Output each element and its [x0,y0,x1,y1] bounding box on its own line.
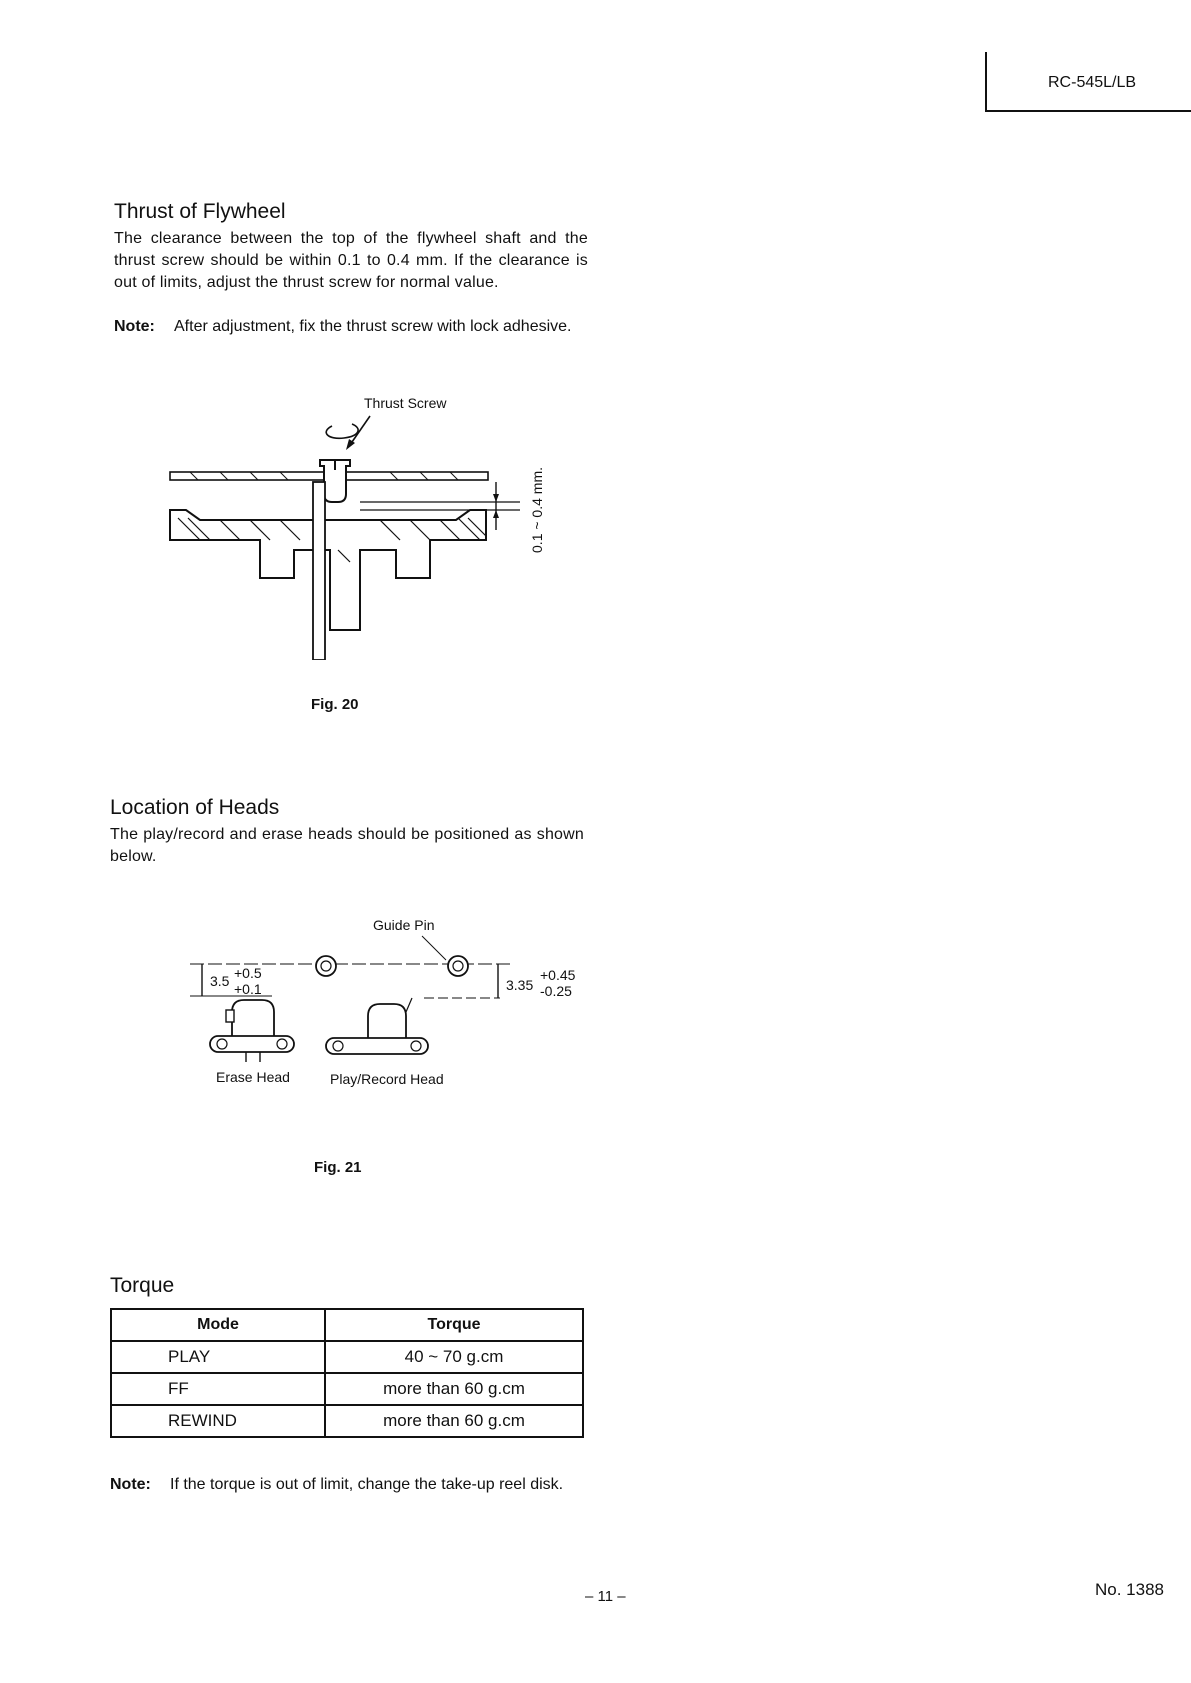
thrust-screw-label: Thrust Screw [364,395,447,411]
flywheel-body [170,510,486,630]
torque-table [110,1308,584,1438]
model-number: RC-545L/LB [1048,74,1137,91]
section-title-torque: Torque [110,1274,175,1297]
mode-cell: FF [111,1373,325,1405]
heads-body-text: The play/record and erase heads should be positioned as shown below. [110,826,584,865]
dim-left-base: 3.5 [210,973,230,989]
rotation-arrow-icon [326,424,358,438]
table-row [111,1373,583,1405]
dim-left-upper: +0.5 [234,965,262,981]
section-title-heads: Location of Heads [110,796,280,819]
header-mode: Mode [111,1309,325,1341]
torque-cell: more than 60 g.cm [325,1405,583,1437]
torque-cell: 40 ~ 70 g.cm [325,1341,583,1373]
document-number: No. 1388 [1095,1580,1164,1599]
guide-pin-leader [422,936,446,960]
thrust-note-label: Note: [114,318,155,335]
table-row [111,1405,583,1437]
heads-diagram [180,912,600,1092]
page-number: – 11 – [585,1588,626,1605]
thrust-note [114,316,588,338]
figure-caption-21: Fig. 21 [314,1159,362,1176]
erase-head-drawing [210,1000,294,1062]
mode-cell: PLAY [111,1341,325,1373]
thrust-screw-leader [352,416,370,442]
section-title-thrust: Thrust of Flywheel [114,200,286,223]
play-record-head-label: Play/Record Head [330,1071,444,1087]
guide-pin-label: Guide Pin [373,917,435,933]
torque-note [110,1474,584,1496]
mode-cell: REWIND [111,1405,325,1437]
dim-right-base: 3.35 [506,977,534,993]
erase-head-label: Erase Head [216,1069,290,1085]
torque-note-label: Note: [110,1476,151,1493]
guide-pin-right-icon [448,956,468,976]
thrust-note-text: After adjustment, fix the thrust screw with lock adhesive. [174,318,572,335]
play-record-head-drawing [326,998,428,1054]
figure-caption-20: Fig. 20 [311,696,359,713]
thrust-body-text: The clearance between the top of the flywheel shaft and the thrust screw should be within 0.1 to 0.4 mm. If the clearance is out of limits, adjust the thrust screw for normal value. [114,230,588,291]
flywheel-shaft [313,482,325,660]
torque-note-text: If the torque is out of limit, change the take-up reel disk. [170,1476,564,1493]
clearance-label: 0.1 ~ 0.4 mm. [529,467,545,553]
dim-right-upper: +0.45 [540,967,576,983]
guide-pin-left-icon [316,956,336,976]
torque-table-header [111,1309,583,1341]
dim-left-lower: +0.1 [234,981,262,997]
table-row [111,1341,583,1373]
dim-right-lower: -0.25 [540,983,572,999]
header-torque: Torque [325,1309,583,1341]
torque-cell: more than 60 g.cm [325,1373,583,1405]
flywheel-diagram [160,390,600,660]
